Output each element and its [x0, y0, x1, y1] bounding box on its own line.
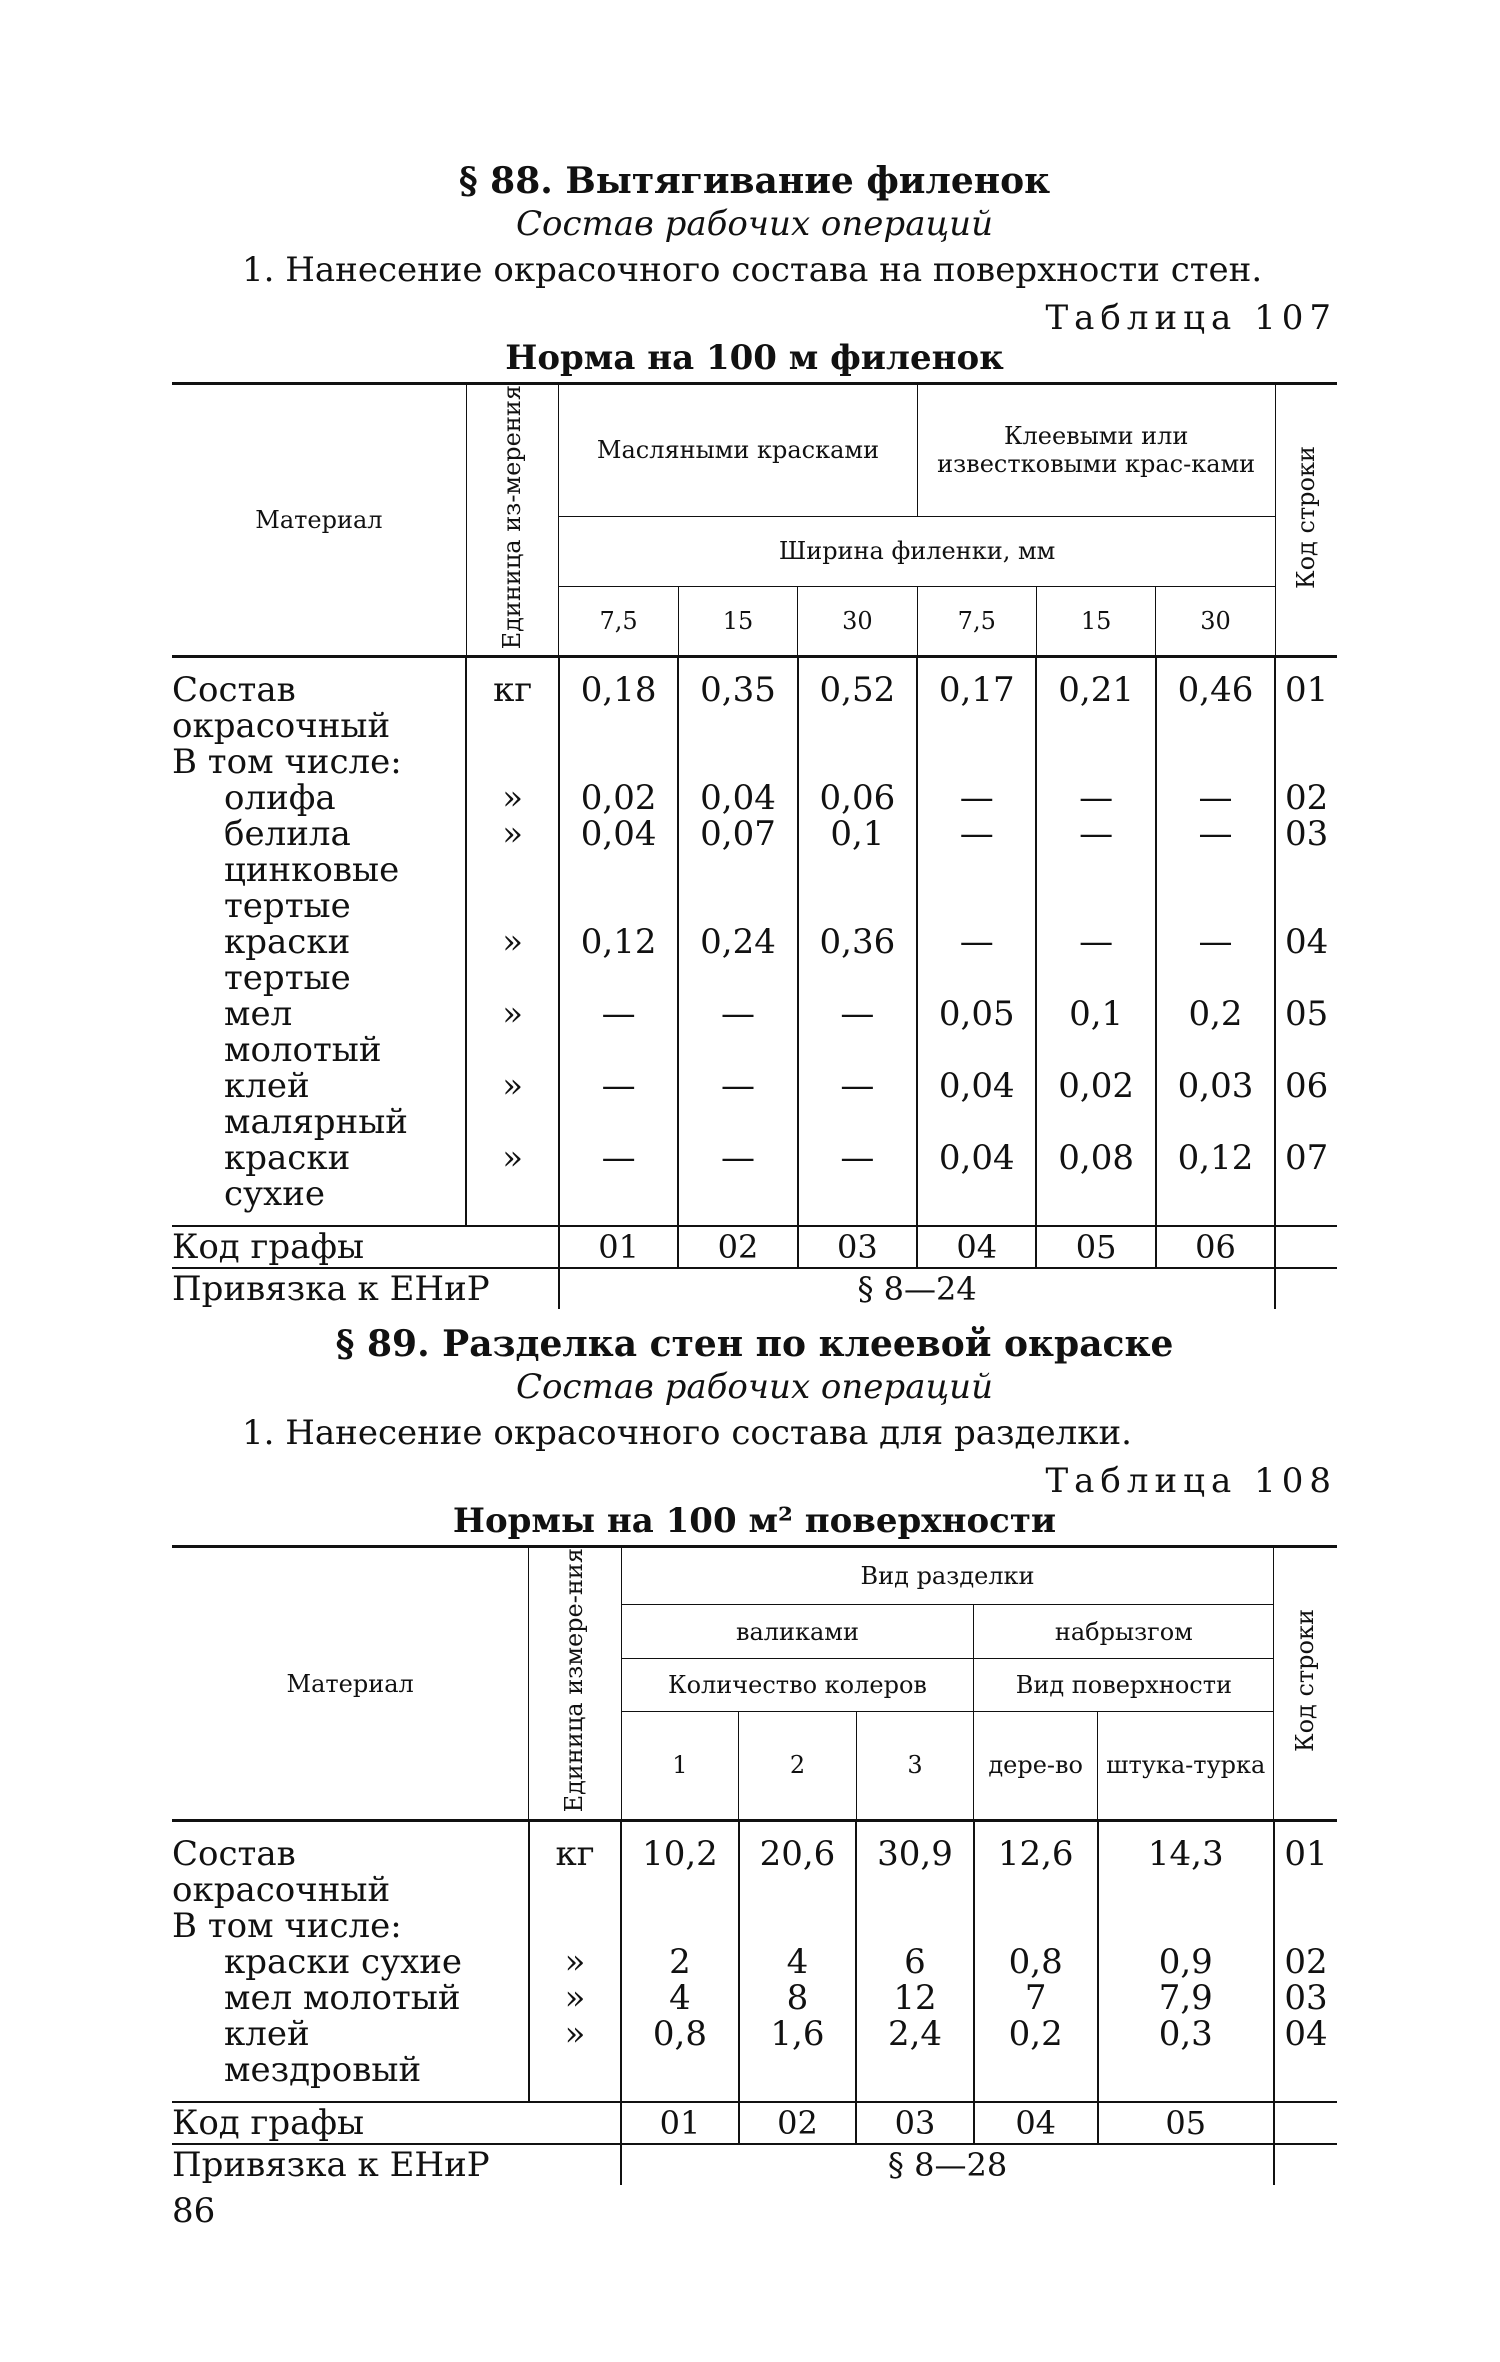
section-89-title: § 89. Разделка стен по клеевой окраске: [335, 1323, 1174, 1366]
t107-row-value: —: [678, 1140, 797, 1212]
t107-row-value: —: [1156, 780, 1275, 816]
t107-row-material: клей малярный: [224, 1066, 408, 1143]
t107-row-value: —: [798, 1068, 917, 1140]
t107-row-value: 0,1: [798, 816, 917, 924]
t107-row-value: 0,1: [1036, 996, 1155, 1068]
t107-row-unit: »: [466, 924, 559, 996]
t107-row-code: 05: [1275, 996, 1337, 1068]
t108-col-code: 01: [621, 2102, 739, 2144]
t107-row-unit: »: [466, 1068, 559, 1140]
page: [172, 160, 1337, 2231]
t108-row-value: [1098, 1908, 1274, 1944]
t107-row: [172, 657, 1337, 745]
t108-row-value: 4: [739, 1944, 857, 1980]
t108-row-unit: »: [529, 1980, 621, 2016]
t108-row-value: [974, 1908, 1098, 1944]
t108-row-value: 0,9: [1098, 1944, 1274, 1980]
section-88-subtitle: Состав рабочих операций: [516, 204, 993, 244]
t107-row-value: —: [559, 1068, 678, 1140]
t107-row: [172, 816, 1337, 924]
t107-row-unit: »: [466, 996, 559, 1068]
t107-row: [172, 1140, 1337, 1212]
t107-row-value: 0,04: [678, 780, 797, 816]
t108-row-value: 0,2: [974, 2016, 1098, 2088]
t107-width-1: 7,5: [559, 587, 678, 657]
t107-row-value: [678, 744, 797, 780]
t107-row-value: 0,46: [1156, 657, 1275, 745]
t107-row-code: 01: [1275, 657, 1337, 745]
t108-col-code: 02: [739, 2102, 857, 2144]
t107-row-value: 0,04: [917, 1068, 1036, 1140]
t107-row-value: 0,05: [917, 996, 1036, 1068]
t107-row-unit: »: [466, 1140, 559, 1212]
t108-surface-wood: дере-во: [974, 1711, 1098, 1820]
t107-row-value: —: [1036, 924, 1155, 996]
table-107-label: Таблица 107: [1045, 298, 1337, 338]
t108-row-value: 12: [856, 1980, 974, 2016]
t107-row-value: —: [917, 780, 1036, 816]
t107-row-value: 0,03: [1156, 1068, 1275, 1140]
t108-header-surface: Вид поверхности: [974, 1658, 1274, 1711]
t107-header-unit: Единица из-мерения: [466, 384, 559, 657]
t108-row-value: [856, 1908, 974, 1944]
t108-header-kind: Вид разделки: [621, 1547, 1274, 1605]
t107-row-value: —: [917, 924, 1036, 996]
t108-row-code: 04: [1274, 2016, 1337, 2088]
t107-row-value: 0,08: [1036, 1140, 1155, 1212]
page-number: 86: [172, 2190, 216, 2231]
t108-row-value: 7,9: [1098, 1980, 1274, 2016]
t108-colors-2: 2: [739, 1711, 857, 1820]
t108-row-material: В том числе:: [172, 1905, 402, 1946]
t108-row-value: 1,6: [739, 2016, 857, 2088]
t107-col-code: 04: [917, 1226, 1036, 1268]
t108-row: [172, 1908, 1337, 1944]
table-108: [172, 1545, 1337, 2184]
t107-row-material: В том числе:: [172, 742, 402, 783]
t108-row-code: [1274, 1908, 1337, 1944]
t107-width-2: 15: [678, 587, 797, 657]
t107-row-value: 0,02: [559, 780, 678, 816]
table-108-norm: Нормы на 100 м² поверхности: [452, 1501, 1057, 1542]
t107-row-value: 0,07: [678, 816, 797, 924]
t107-row-value: —: [1156, 924, 1275, 996]
t107-header-material: Материал: [172, 384, 466, 657]
t107-row-unit: [466, 744, 559, 780]
t108-row: [172, 1820, 1337, 1908]
t108-row-value: 2,4: [856, 2016, 974, 2088]
t108-row-value: [739, 1908, 857, 1944]
t108-row-value: 0,3: [1098, 2016, 1274, 2088]
t107-col-code: 03: [798, 1226, 917, 1268]
t108-col-code: 04: [974, 2102, 1098, 2144]
t108-row: [172, 1980, 1337, 2016]
t108-row-unit: »: [529, 1944, 621, 1980]
t107-row-material: краски сухие: [224, 1138, 351, 1215]
t108-row-material: Состав окрасочный: [172, 1833, 391, 1910]
t107-row-value: [1156, 744, 1275, 780]
t108-row-code: 02: [1274, 1944, 1337, 1980]
t107-row-unit: »: [466, 780, 559, 816]
t108-row-code: 01: [1274, 1820, 1337, 1908]
t107-row-value: 0,24: [678, 924, 797, 996]
t107-row-material: белила цинковые тертые: [224, 814, 400, 927]
t107-row-value: —: [798, 1140, 917, 1212]
t107-row-unit: »: [466, 816, 559, 924]
t107-row-value: 0,17: [917, 657, 1036, 745]
t107-row-value: 0,18: [559, 657, 678, 745]
t107-row-value: 0,12: [559, 924, 678, 996]
t107-row-value: [917, 744, 1036, 780]
t108-row-code: 03: [1274, 1980, 1337, 2016]
t108-row-value: 7: [974, 1980, 1098, 2016]
t107-row: [172, 996, 1337, 1068]
t107-row-value: 0,35: [678, 657, 797, 745]
t108-header-rollers: валиками: [621, 1605, 974, 1658]
section-89-operation: 1. Нанесение окрасочного состава для разделки.: [242, 1413, 1132, 1454]
t107-row-value: [798, 744, 917, 780]
t107-row-value: —: [678, 1068, 797, 1140]
t107-row-material: Состав окрасочный: [172, 670, 391, 747]
t107-row-value: —: [1036, 816, 1155, 924]
t107-enir-label: Привязка к ЕНиР: [172, 1269, 490, 1310]
t108-row-value: 0,8: [974, 1944, 1098, 1980]
t107-width-5: 15: [1036, 587, 1155, 657]
t108-row-value: 4: [621, 1980, 739, 2016]
t107-width-4: 7,5: [917, 587, 1036, 657]
t107-row-value: 0,02: [1036, 1068, 1155, 1140]
t108-row-value: 30,9: [856, 1820, 974, 1908]
t107-row-code: 06: [1275, 1068, 1337, 1140]
t107-row-value: —: [917, 816, 1036, 924]
t107-row-value: 0,2: [1156, 996, 1275, 1068]
t108-header-row-code: Код строки: [1274, 1547, 1337, 1820]
t108-col-code-label: Код графы: [172, 2102, 365, 2143]
t107-row-value: —: [1036, 780, 1155, 816]
t108-header-colors: Количество колеров: [621, 1658, 974, 1711]
t107-row-code: 04: [1275, 924, 1337, 996]
t107-header-glue: Клеевыми или известковыми крас-ками: [917, 384, 1275, 517]
t107-row-value: [1036, 744, 1155, 780]
t107-row-value: 0,52: [798, 657, 917, 745]
t107-row-value: 0,04: [917, 1140, 1036, 1212]
section-88-operation: 1. Нанесение окрасочного состава на поверхности стен.: [242, 250, 1263, 290]
t108-col-code: 03: [856, 2102, 974, 2144]
t107-row-material: мел молотый: [224, 994, 382, 1071]
t107-col-code: 02: [678, 1226, 797, 1268]
t107-row-material: олифа: [224, 778, 336, 819]
t107-row-code: 03: [1275, 816, 1337, 924]
t107-row-value: 0,21: [1036, 657, 1155, 745]
t107-row-unit: кг: [466, 657, 559, 745]
t107-col-code: 05: [1036, 1226, 1155, 1268]
t108-header-material: Материал: [172, 1547, 529, 1820]
t108-row-value: 20,6: [739, 1820, 857, 1908]
t108-enir-label: Привязка к ЕНиР: [172, 2144, 490, 2185]
t107-width-6: 30: [1156, 587, 1275, 657]
t107-row-value: —: [798, 996, 917, 1068]
t107-row: [172, 1068, 1337, 1140]
section-88-title: § 88. Вытягивание филенок: [458, 160, 1051, 202]
t107-row-value: 0,36: [798, 924, 917, 996]
t108-row-value: 10,2: [621, 1820, 739, 1908]
t108-row-value: 2: [621, 1944, 739, 1980]
t108-row-unit: »: [529, 2016, 621, 2088]
t108-surface-plaster: штука-турка: [1098, 1711, 1274, 1820]
table-108-label: Таблица 108: [1045, 1461, 1337, 1502]
t107-row-value: —: [559, 996, 678, 1068]
t108-header-unit: Единица измере-ния: [529, 1547, 621, 1820]
t108-row-value: 8: [739, 1980, 857, 2016]
table-107-norm: Норма на 100 м филенок: [505, 338, 1004, 378]
t107-header-oil: Масляными красками: [559, 384, 917, 517]
table-107: [172, 382, 1337, 1309]
t107-row-value: 0,12: [1156, 1140, 1275, 1212]
t107-row-value: 0,04: [559, 816, 678, 924]
t107-row-value: —: [678, 996, 797, 1068]
t108-row-material: мел молотый: [224, 1977, 461, 2018]
t107-col-code-label: Код графы: [172, 1227, 365, 1268]
t107-row-value: —: [1156, 816, 1275, 924]
t107-col-code: 01: [559, 1226, 678, 1268]
t107-row: [172, 744, 1337, 780]
section-89-subtitle: Состав рабочих операций: [516, 1367, 993, 1408]
t108-colors-1: 1: [621, 1711, 739, 1820]
t108-col-code: 05: [1098, 2102, 1274, 2144]
t107-enir-ref: § 8—24: [559, 1268, 1275, 1309]
t107-row-code: [1275, 744, 1337, 780]
t107-row-code: 07: [1275, 1140, 1337, 1212]
t107-row-value: —: [559, 1140, 678, 1212]
t107-row: [172, 780, 1337, 816]
t108-row-material: краски сухие: [224, 1941, 463, 1982]
t108-row-value: [621, 1908, 739, 1944]
t107-row-value: 0,06: [798, 780, 917, 816]
t108-row-material: клей мездровый: [224, 2013, 422, 2090]
t108-row-value: 6: [856, 1944, 974, 1980]
t107-row-material: краски тертые: [224, 922, 351, 999]
t107-header-row-code: Код строки: [1275, 384, 1337, 657]
t108-header-spray: набрызгом: [974, 1605, 1274, 1658]
t107-row-value: [559, 744, 678, 780]
t108-row: [172, 2016, 1337, 2088]
t108-colors-3: 3: [856, 1711, 974, 1820]
t107-row: [172, 924, 1337, 996]
t108-row-value: 12,6: [974, 1820, 1098, 1908]
t108-row-value: 0,8: [621, 2016, 739, 2088]
t108-row-unit: кг: [529, 1820, 621, 1908]
t107-col-code: 06: [1156, 1226, 1275, 1268]
t108-enir-ref: § 8—28: [621, 2144, 1274, 2185]
t108-row-value: 14,3: [1098, 1820, 1274, 1908]
t107-header-width: Ширина филенки, мм: [559, 516, 1275, 586]
t108-row: [172, 1944, 1337, 1980]
t107-row-code: 02: [1275, 780, 1337, 816]
t108-row-unit: [529, 1908, 621, 1944]
t107-width-3: 30: [798, 587, 917, 657]
